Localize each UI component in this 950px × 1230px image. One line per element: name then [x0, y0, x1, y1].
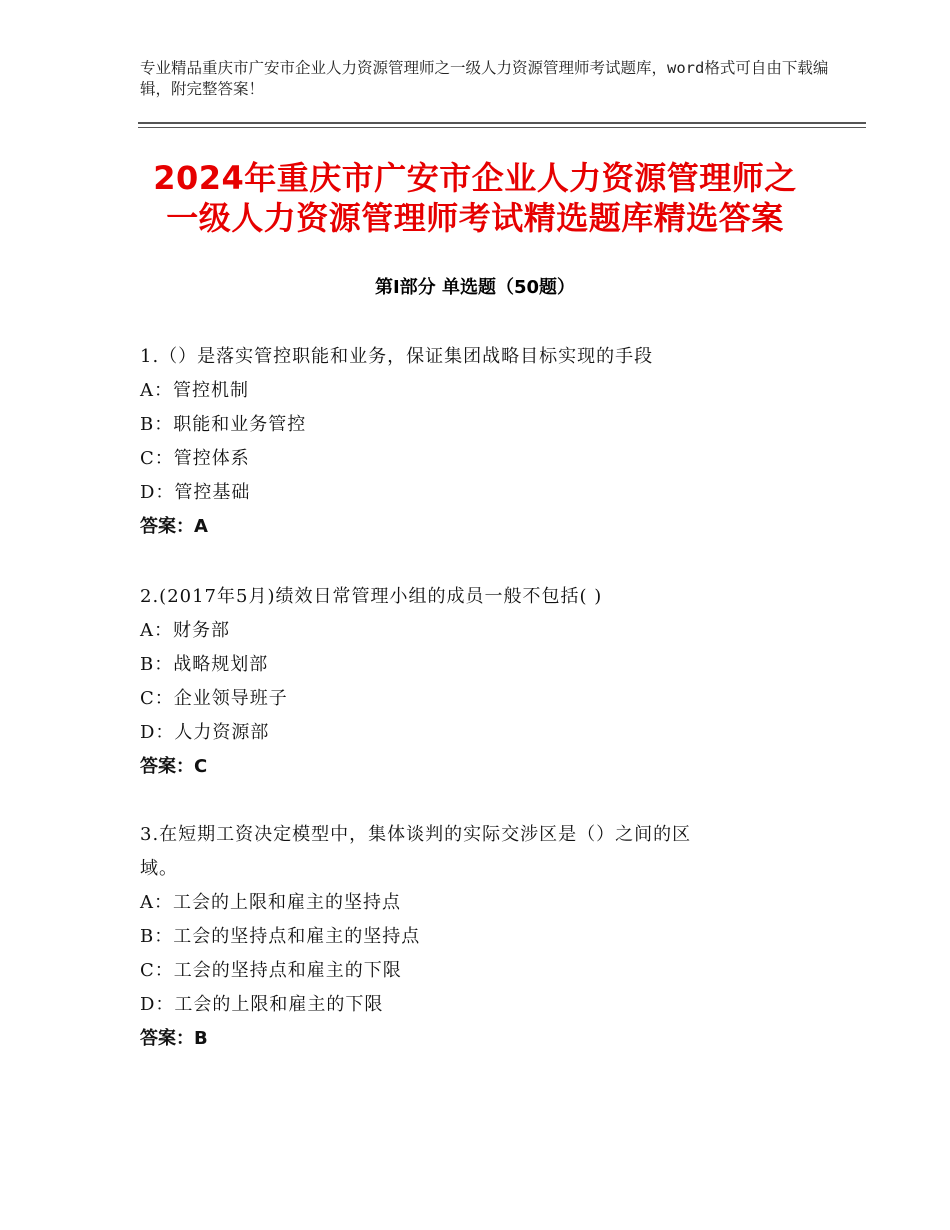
document-title [100, 158, 850, 238]
section-title: 第Ⅰ部分 单选题（50题） [374, 277, 575, 298]
option-a: A：管控机制 [140, 380, 249, 401]
answer: 答案：B [140, 1028, 208, 1049]
option-b: B：职能和业务管控 [140, 414, 307, 435]
question-stem: 3.在短期工资决定模型中，集体谈判的实际交涉区是（）之间的区 [140, 824, 692, 845]
header-note: 专业精品重庆市广安市企业人力资源管理师之一级人力资源管理师考试题库，word格式可自由下载编辑，附完整答案！ [140, 59, 829, 98]
answer: 答案：A [140, 516, 208, 537]
header-rule-thin [138, 127, 866, 128]
title-line-1: 2024年重庆市广安市企业人力资源管理师之 [153, 159, 797, 197]
question-2 [140, 580, 780, 784]
option-d: D：工会的上限和雇主的下限 [140, 994, 384, 1015]
option-a: A：工会的上限和雇主的坚持点 [140, 892, 401, 913]
option-b: B：工会的坚持点和雇主的坚持点 [140, 926, 421, 947]
answer: 答案：C [140, 756, 208, 777]
option-c: C：工会的坚持点和雇主的下限 [140, 960, 402, 981]
header-rule-thick [138, 122, 866, 124]
question-stem-continued: 域。 [140, 858, 178, 879]
option-c: C：管控体系 [140, 448, 250, 469]
question-stem: 2.(2017年5月)绩效日常管理小组的成员一般不包括( ) [140, 586, 603, 607]
option-b: B：战略规划部 [140, 654, 269, 675]
option-c: C：企业领导班子 [140, 688, 288, 709]
title-line-2: 一级人力资源管理师考试精选题库精选答案 [166, 199, 784, 237]
option-d: D：人力资源部 [140, 722, 270, 743]
option-a: A：财务部 [140, 620, 230, 641]
question-1 [140, 340, 780, 544]
question-stem: 1.（）是落实管控职能和业务，保证集团战略目标实现的手段 [140, 346, 654, 367]
option-d: D：管控基础 [140, 482, 251, 503]
question-3 [140, 818, 780, 1056]
